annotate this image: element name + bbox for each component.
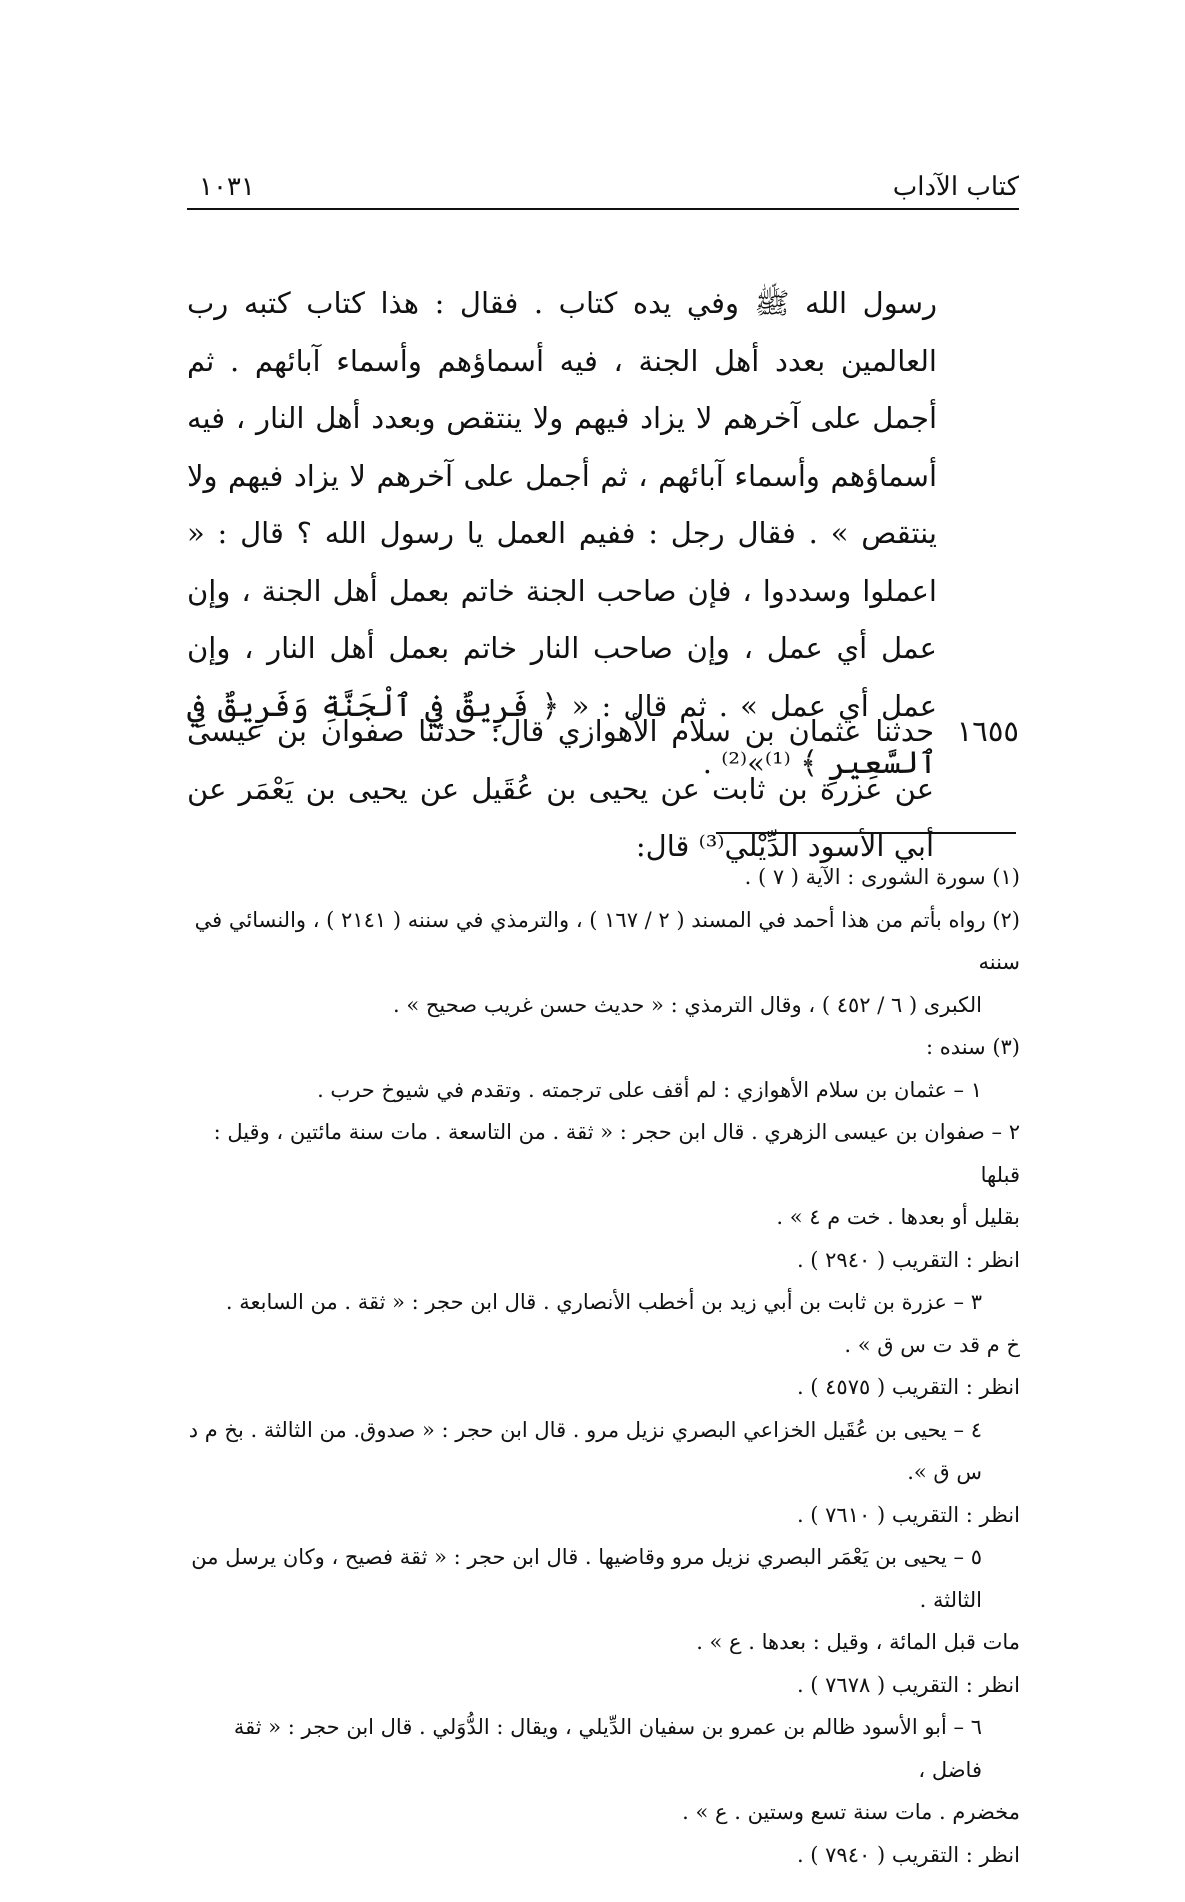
narrator-5-line-2: مات قبل المائة ، وقيل : بعدها . ع » .	[696, 1630, 1020, 1654]
narrator-2-line-1: ٢ – صفوان بن عيسى الزهري . قال ابن حجر : « ثقة . من التاسعة . مات سنة مائتين ، وقيل : قبلها	[213, 1120, 1020, 1187]
footnote-3-title: (٣) سنده :	[925, 1035, 1020, 1059]
narrator-3-line-2: خ م قد ت س ق » .	[844, 1332, 1020, 1357]
narrator-2-reference: انظر : التقريب ( ٢٩٤٠ ) .	[796, 1247, 1020, 1272]
footnote-separator	[716, 832, 1016, 834]
narrator-5-reference: انظر : التقريب ( ٧٦٧٨ ) .	[796, 1672, 1020, 1697]
main-paragraph-text: رسول الله ﷺ وفي يده كتاب . فقال : هذا كتاب كتبه رب العالمين بعدد أهل الجنة ، فيه أسماؤهم وأسماء آبائهم . ثم أجمل على آخرهم لا يزاد فيهم ولا ينتقص وبعدد أهل النار ، فيه أسماؤهم وأسماء آبائهم ، ثم أجمل على آخرهم لا يزاد فيهم ولا ينتقص » . فقال رجل : ففيم العمل يا رسول الله ؟ قال : « اعملوا وسددوا ، فإن صاحب الجنة خاتم بعمل أهل الجنة ، وإن عمل أي عمل ، وإن صاحب النار خاتم بعمل أهل النار ، وإن عمل أي عمل » . ثم قال : «	[187, 286, 938, 723]
narrator-2-line-2: بقليل أو بعدها . خت م ٤ » .	[776, 1205, 1020, 1229]
narrator-6-line-1: ٦ – أبو الأسود ظالم بن عمرو بن سفيان الدِّيلي ، ويقال : الدُّوَلي . قال ابن حجر : « ثقة فاضل ،	[233, 1715, 982, 1782]
footnote-2-line-1: (٢) رواه بأتم من هذا أحمد في المسند ( ٢ / ١٦٧ ) ، والترمذي في سننه ( ٢١٤١ ) ، والنسائي في سننه	[194, 907, 1020, 974]
narrator-5-line-1: ٥ – يحيى بن يَعْمَر البصري نزيل مرو وقاضيها . قال ابن حجر : « ثقة فصيح ، وكان يرسل من الثالثة .	[191, 1545, 982, 1612]
narrator-3-line-1: ٣ – عزرة بن ثابت بن أبي زيد بن أخطب الأنصاري . قال ابن حجر : « ثقة . من السابعة .	[225, 1290, 982, 1314]
quran-verse: ﴿ فَرِيقٌ فِي ٱلْجَنَّةِ وَفَرِيقٌ فِي ٱلسَّعِيرِ ﴾	[187, 687, 937, 781]
page-number: ١٠٣١	[199, 172, 255, 202]
narrator-1: ١ – عثمان بن سلام الأهوازي : لم أقف على ترجمته . وتقدم في شيوخ حرب .	[317, 1077, 982, 1102]
hadith-block	[187, 703, 1019, 876]
footnote-2-line-2: الكبرى ( ٦ / ٤٥٢ ) ، وقال الترمذي : « حديث حسن غريب صحيح » .	[392, 992, 982, 1017]
hadith-number: ١٦٥٥	[956, 714, 1019, 748]
narrator-6-line-2: مخضرم . مات سنة تسع وستين . ع » .	[682, 1800, 1020, 1824]
narrator-3-reference: انظر : التقريب ( ٤٥٧٥ ) .	[796, 1375, 1020, 1399]
narrator-4-line-1: ٤ – يحيى بن عُقَيل الخزاعي البصري نزيل مرو . قال ابن حجر : « صدوق. من الثالثة . بخ م د س ق ».	[188, 1417, 982, 1484]
running-title: كتاب الآداب	[892, 172, 1019, 202]
hadith-text: حدثنا عثمان بن سلام الأهوازي قال: حدثنا صفوان بن عيسى عن عزرة بن ثابت عن يحيى بن عُقَيل عن يحيى بن يَعْمَر عن أبي الأسود الدِّيْلي⁽³⁾ قال:	[187, 714, 934, 863]
verse-ending: ⁽¹⁾»⁽²⁾ .	[702, 746, 791, 780]
page-header	[187, 168, 1019, 210]
narrator-4-reference: انظر : التقريب ( ٧٦١٠ ) .	[796, 1502, 1020, 1527]
footnote-1: (١) سورة الشورى : الآية ( ٧ ) .	[744, 865, 1020, 889]
narrator-6-reference: انظر : التقريب ( ٧٩٤٠ ) .	[796, 1842, 1020, 1867]
footnotes	[180, 856, 1020, 1876]
